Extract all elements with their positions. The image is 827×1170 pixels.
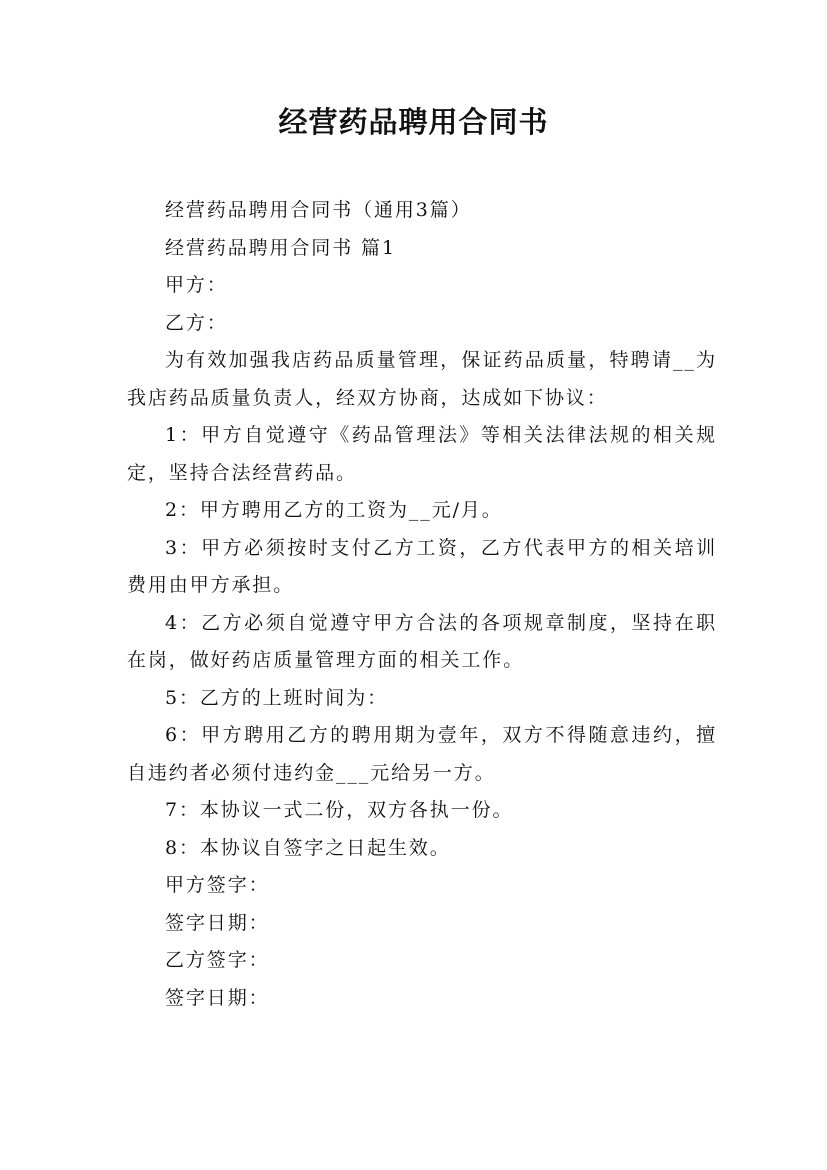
signature-date-a: 签字日期： [165,911,270,934]
paragraph-clause-5: 5：乙方的上班时间为： [165,686,388,709]
signature-date-b: 签字日期： [165,986,270,1009]
paragraph-clause-6: 6：甲方聘用乙方的聘用期为壹年，双方不得随意违约，擅自违约者必须付违约金___元给另一方。 [127,724,717,784]
paragraph-clause-8: 8：本协议自签字之日起生效。 [165,836,451,859]
paragraph-part-heading: 经营药品聘用合同书 篇1 [165,236,396,259]
paragraph-clause-4: 4：乙方必须自觉遵守甲方合法的各项规章制度，坚持在职在岗，做好药店质量管理方面的相关工作。 [127,611,717,671]
paragraph-clause-7: 7：本协议一式二份，双方各执一份。 [165,799,514,821]
document-title: 经营药品聘用合同书 [278,105,549,139]
document-body [127,192,717,1017]
paragraph-clause-1: 1：甲方自觉遵守《药品管理法》等相关法律法规的相关规定，坚持合法经营药品。 [127,424,717,484]
paragraph-party-b: 乙方： [165,311,228,334]
signature-party-b: 乙方签字： [165,949,270,971]
paragraph-clause-2: 2：甲方聘用乙方的工资为__元/月。 [165,499,503,521]
paragraph-party-a: 甲方： [165,274,228,296]
signature-party-a: 甲方签字： [165,874,270,896]
paragraph-preamble: 为有效加强我店药品质量管理，保证药品质量，特聘请__为我店药品质量负责人，经双方协商，达成如下协议： [127,349,717,409]
paragraph-clause-3: 3：甲方必须按时支付乙方工资，乙方代表甲方的相关培训费用由甲方承担。 [127,536,717,596]
paragraph-subtitle: 经营药品聘用合同书（通用3篇） [165,199,472,221]
